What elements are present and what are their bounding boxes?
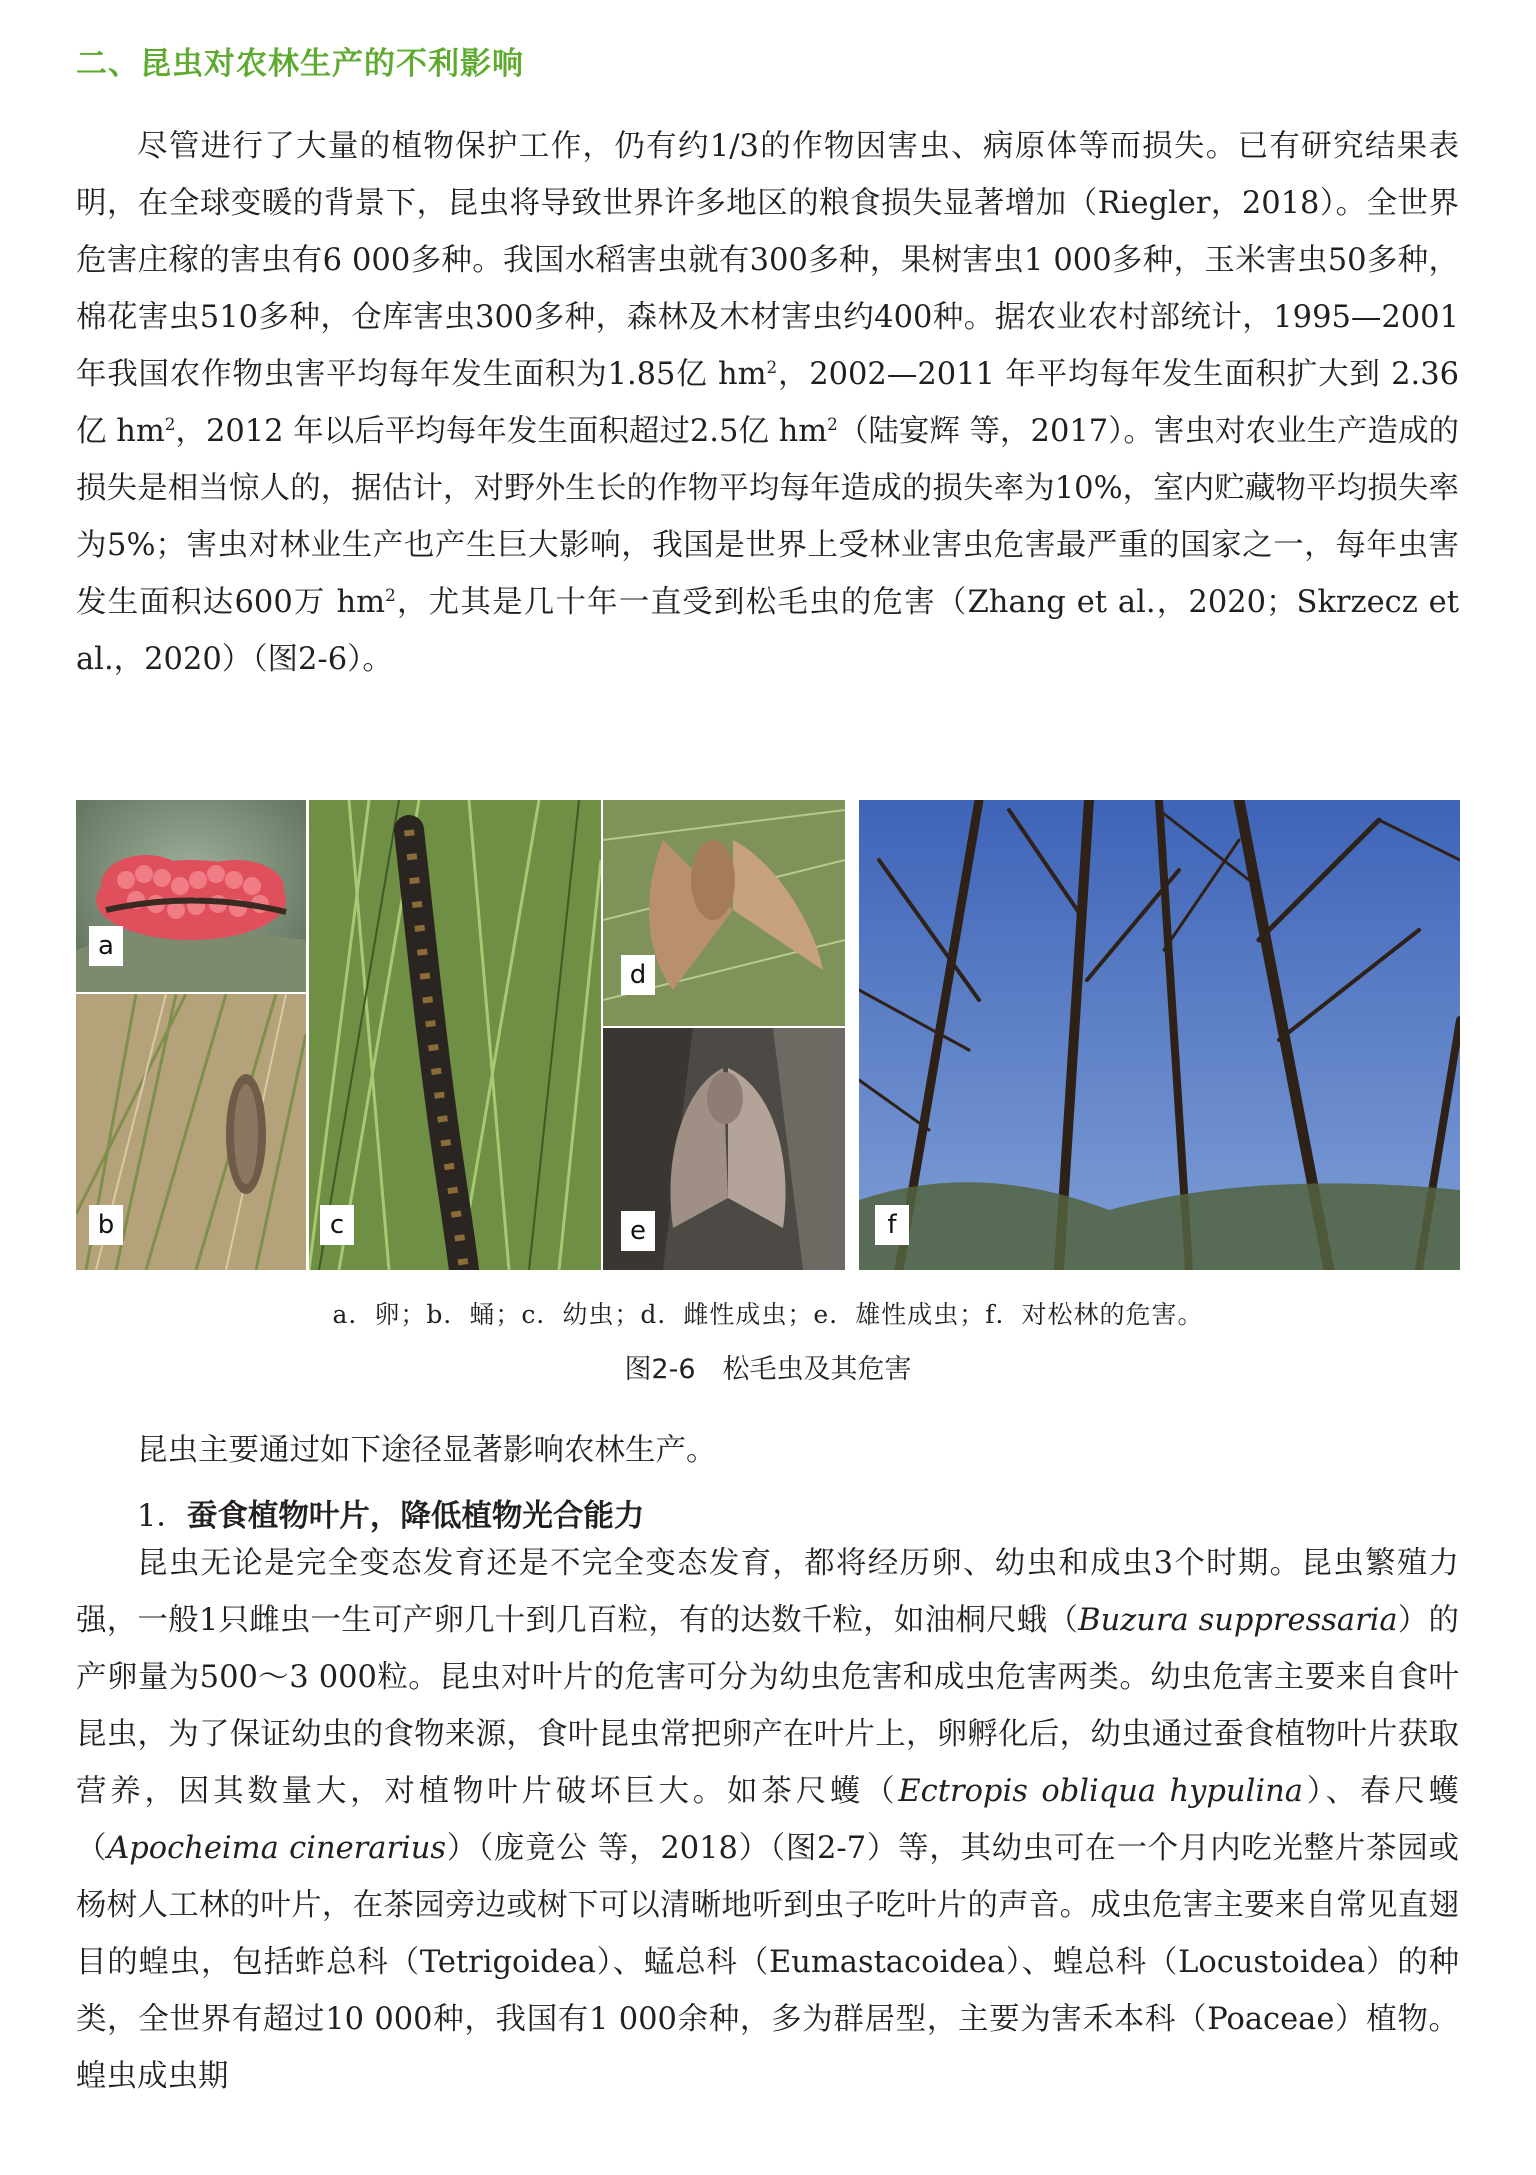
figure-title: 图2-6 松毛虫及其危害	[624, 1354, 912, 1385]
species-name: Ectropis obliqua hypulina	[898, 1774, 1303, 1809]
paragraph-3-text: ）、春尺蠖（	[76, 1774, 1460, 1866]
label-c: c	[320, 1205, 354, 1245]
paragraph-3-text: 昆虫无论是完全变态发育还是不完全变态发育，都将经历卵、幼虫和成虫3个时期。昆虫繁殖力强，一般1只雌虫一生可产卵几十到几百粒，有的达数千粒，如油桐尺蛾（	[76, 1546, 1459, 1638]
paragraph-1-text: 尽管进行了大量的植物保护工作，仍有约1/3的作物因害虫、病原体等而损失。已有研究结果表明，在全球变暖的背景下，昆虫将导致世界许多地区的粮食损失显著增加（Riegler，2018）。全世界危害庄稼的害虫有6 000多种。我国水稻害虫就有300多种，果树害虫1 000多种，玉米害虫50多种，棉花害虫510多种，仓库害虫300多种，森林及木材害虫约400种。据农业农村部统计，1995—2001年我国农作物虫害平均每年发生面积为1.85亿 hm	[76, 129, 1459, 392]
paragraph-1-text: （陆宴辉 等，2017）。害虫对农业生产造成的损失是相当惊人的，据估计，对野外生长的作物平均每年造成的损失率为10%，室内贮藏物平均损失率为5%；害虫对林业生产也产生巨大影响，我国是世界上受林业害虫危害最严重的国家之一，每年虫害发生面积达600万 hm	[76, 414, 1459, 620]
label-e: e	[621, 1211, 655, 1251]
figure-2-6	[76, 800, 1460, 1270]
section-title: 二、昆虫对农林生产的不利影响	[76, 46, 524, 82]
paragraph-2: 昆虫主要通过如下途径显著影响农林生产。	[137, 1433, 717, 1468]
label-d: d	[621, 955, 655, 995]
figure-caption: a．卵；b．蛹；c．幼虫；d．雌性成虫；e．雄性成虫；f．对松林的危害。	[332, 1300, 1204, 1329]
photo-larva	[309, 800, 601, 1270]
paragraph-1	[76, 118, 1459, 688]
paragraph-1-text: ，2002—2011 年平均每年发生面积扩大到 2.36亿 hm	[76, 357, 1459, 449]
paragraph-1-text: ，尤其是几十年一直受到松毛虫的危害（Zhang et al.，2020；Skrzecz et al.，2020）（图2-6）。	[76, 585, 1459, 677]
superscript: 2	[385, 584, 396, 605]
superscript: 2	[164, 413, 176, 434]
label-a: a	[89, 926, 123, 966]
photo-pine-forest-damage	[859, 800, 1460, 1270]
species-name: Buzura suppressaria	[1078, 1603, 1398, 1638]
paragraph-3	[76, 1535, 1459, 2105]
paragraph-3-text: ）的产卵量为500～3 000粒。昆虫对叶片的危害可分为幼虫危害和成虫危害两类。幼虫危害主要来自食叶昆虫，为了保证幼虫的食物来源，食叶昆虫常把卵产在叶片上，卵孵化后，幼虫通过蚕食植物叶片获取营养，因其数量大，对植物叶片破坏巨大。如茶尺蠖（	[76, 1603, 1460, 1809]
paragraph-1-text: ，2012 年以后平均每年发生面积超过2.5亿 hm	[175, 414, 828, 449]
superscript: 2	[827, 413, 838, 434]
superscript: 2	[766, 356, 778, 377]
paragraph-3-text: ）（庞竟公 等，2018）（图2-7）等，其幼虫可在一个月内吃光整片茶园或杨树人工林的叶片，在茶园旁边或树下可以清晰地听到虫子吃叶片的声音。成虫危害主要来自常见直翅目的蝗虫，包括蚱总科（Tetrigoidea）、蜢总科（Eumastacoidea）、蝗总科（Locustoidea）的种类，全世界有超过10 000种，我国有1 000余种，多为群居型，主要为害禾本科（Poaceae）植物。蝗虫成虫期	[76, 1831, 1459, 2094]
subheading-number: 1．	[137, 1499, 187, 1534]
photo-male-adult	[603, 1028, 845, 1270]
species-name: Apocheima cinerarius	[107, 1831, 447, 1866]
photo-pupa	[76, 994, 306, 1270]
photo-female-adult	[603, 800, 845, 1026]
label-f: f	[875, 1205, 909, 1245]
subheading-text: 蚕食植物叶片，降低植物光合能力	[186, 1499, 645, 1534]
label-b: b	[89, 1205, 123, 1245]
photo-eggs	[76, 800, 306, 992]
subheading-1	[76, 1491, 644, 1535]
